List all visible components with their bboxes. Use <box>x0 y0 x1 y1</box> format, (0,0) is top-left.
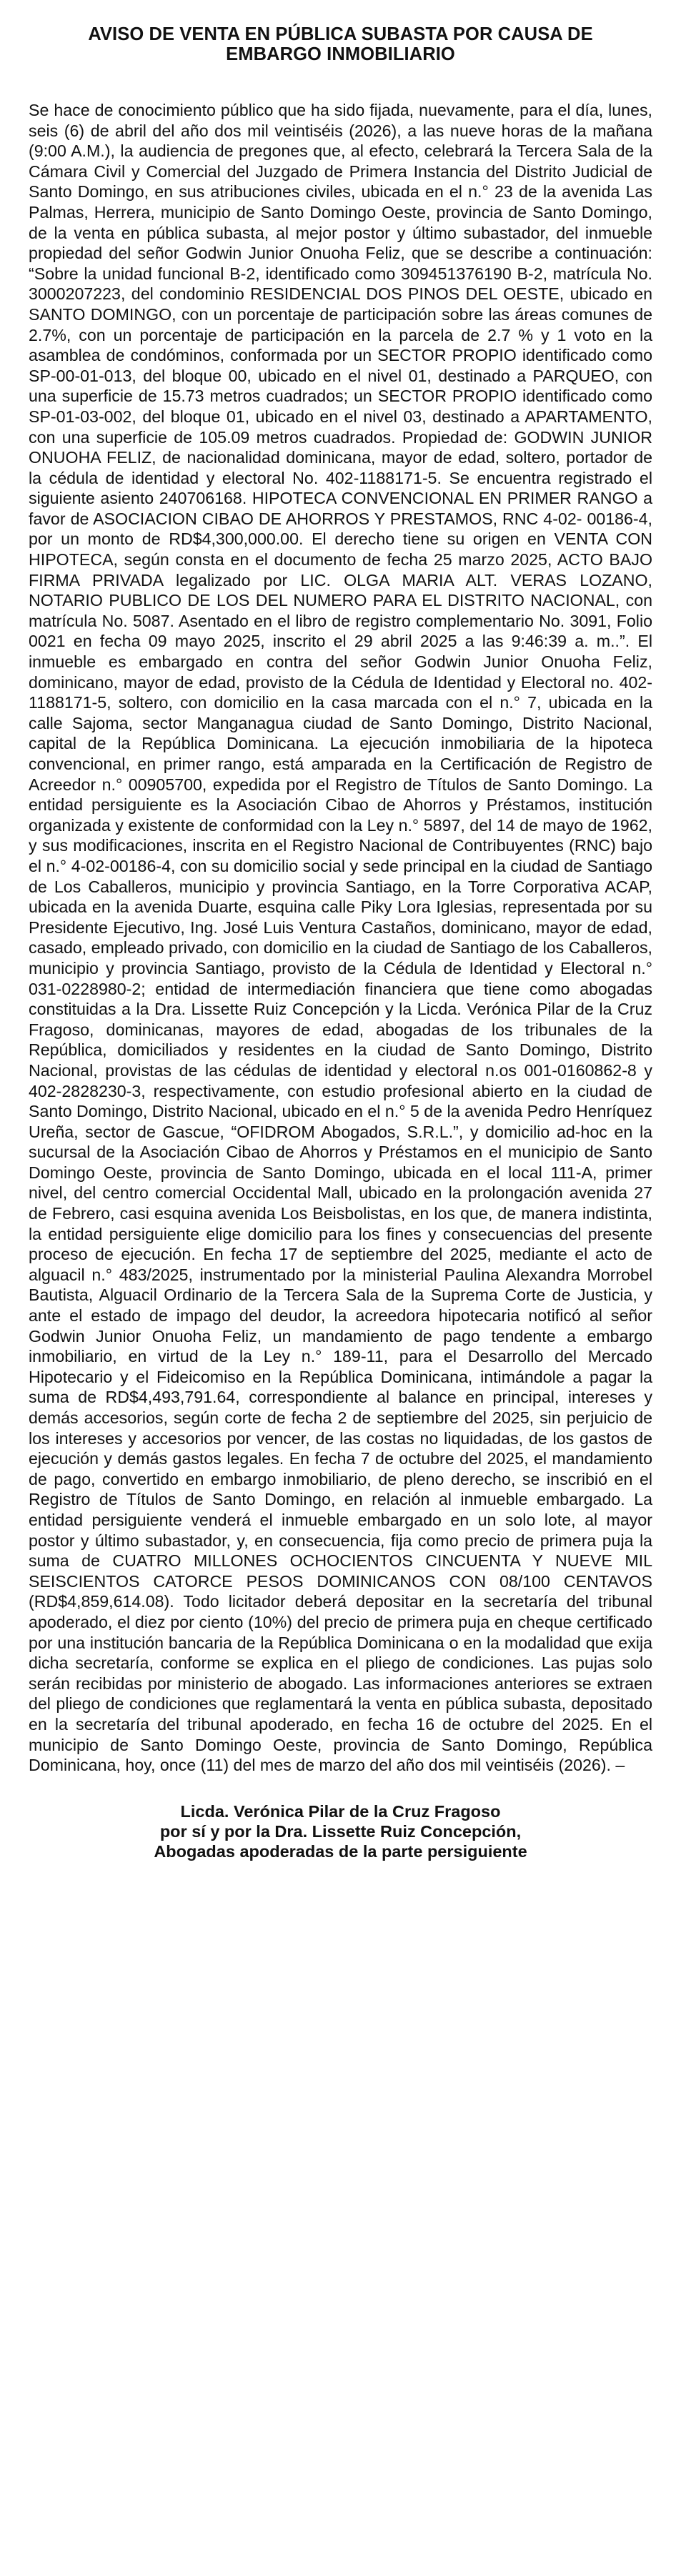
signature-line-1: Licda. Verónica Pilar de la Cruz Fragoso <box>180 1801 501 1821</box>
signature-line-3: Abogadas apoderadas de la parte persiguiente <box>154 1841 527 1861</box>
signature-block <box>29 1801 652 1861</box>
notice-title-line-2: EMBARGO INMOBILIARIO <box>226 44 455 64</box>
notice-title-line-1: AVISO DE VENTA EN PÚBLICA SUBASTA POR CAUSA DE <box>88 24 593 44</box>
notice-body: Se hace de conocimiento público que ha sido fijada, nuevamente, para el día, lunes, seis (6) de abril del año dos mil veintiséis (2026), a las nueve horas de la mañana (9:00 A.M.), la audiencia de pregones que, al efecto, celebrará la Tercera Sala de la Cámara Civil y Comercial del Juzgado de Primera Instancia del Distrito Judicial de Santo Domingo, en sus atribuciones civiles, ubicada en el n.° 23 de la avenida Las Palmas, Herrera, municipio de Santo Domingo Oeste, provincia de Santo Domingo, de la venta en pública subasta, al mejor postor y último subastador, del inmueble propiedad del señor Godwin Junior Onuoha Feliz, que se describe a continuación: “Sobre la unidad funcional B-2, identificado como 309451376190 B-2, matrícula No. 3000207223, del condominio RESIDENCIAL DOS PINOS DEL OESTE, ubicado en SANTO DOMINGO, con un porcentaje de participación sobre las áreas comunes de 2.7%, con un porcentaje de participación en la parcela de 2.7 % y 1 voto en la asamblea de condóminos, conformada por un SECTOR PROPIO identificado como SP-00-01-013, del bloque 00, ubicado en el nivel 01, destinado a PARQUEO, con una superficie de 15.73 metros cuadrados; un SECTOR PROPIO identificado como SP-01-03-002, del bloque 01, ubicado en el nivel 03, destinado a APARTAMENTO, con una superficie de 105.09 metros cuadrados. Propiedad de: GODWIN JUNIOR ONUOHA FELIZ, de nacionalidad dominicana, mayor de edad, soltero, portador de la cédula de identidad y electoral No. 402-1188171-5. Se encuentra registrado el siguiente asiento 240706168. HIPOTECA CONVENCIONAL EN PRIMER RANGO a favor de ASOCIACION CIBAO DE AHORROS Y PRESTAMOS, RNC 4-02- 00186-4, por un monto de RD$4,300,000.00. El derecho tiene su origen en VENTA CON HIPOTECA, según consta en el documento de fecha 25 marzo 2025, ACTO BAJO FIRMA PRIVADA legalizado por LIC. OLGA MARIA ALT. VERAS LOZANO, NOTARIO PUBLICO DE LOS DEL NUMERO PARA EL DISTRITO NACIONAL, con matrícula No. 5087. Asentado en el libro de registro complementario No. 3091, Folio 0021 en fecha 09 mayo 2025, inscrito el 29 abril 2025 a las 9:46:39 a. m..”. El inmueble es embargado en contra del señor Godwin Junior Onuoha Feliz, dominicano, mayor de edad, provisto de la Cédula de Identidad y Electoral no. 402-1188171-5, soltero, con domicilio en la casa marcada con el n.° 7, ubicada en la calle Sajoma, sector Manganagua ciudad de Santo Domingo, Distrito Nacional, capital de la República Dominicana. La ejecución inmobiliaria de la hipoteca convencional, en primer rango, está amparada en la Certificación de Registro de Acreedor n.° 00905700, expedida por el Registro de Títulos de Santo Domingo. La entidad persiguiente es la Asociación Cibao de Ahorros y Préstamos, institución organizada y existente de conformidad con la Ley n.° 5897, del 14 de mayo de 1962, y sus modificaciones, inscrita en el Registro Nacional de Contribuyentes (RNC) bajo el n.° 4-02-00186-4, con su domicilio social y sede principal en la ciudad de Santiago de Los Caballeros, municipio y provincia Santiago, en la Torre Corporativa ACAP, ubicada en la avenida Duarte, esquina calle Piky Lora Iglesias, representada por su Presidente Ejecutivo, Ing. José Luis Ventura Castaños, dominicano, mayor de edad, casado, empleado privado, con domicilio en la ciudad de Santiago de los Caballeros, municipio y provincia Santiago, provisto de la Cédula de Identidad y Electoral n.° 031-0228980-2; entidad de intermediación financiera que tiene como abogadas constituidas a la Dra. Lissette Ruiz Concepción y la Licda. Verónica Pilar de la Cruz Fragoso, dominicanas, mayores de edad, abogadas de los tribunales de la República, domiciliados y residentes en la ciudad de Santo Domingo, Distrito Nacional, provistas de las cédulas de identidad y electoral n.os 001-0160862-8 y 402-2828230-3, respectivamente, con estudio profesional abierto en la ciudad de Santo Domingo, Distrito Nacional, ubicado en el n.° 5 de la avenida Pedro Henríquez Ureña, sector de Gascue, “OFIDROM Abogados, S.R.L.”, y domicilio ad-hoc en la sucursal de la Asociación Cibao de Ahorros y Préstamos en el municipio de Santo Domingo Oeste, provincia de Santo Domingo, ubicada en el local 111-A, primer nivel, del centro comercial Occidental Mall, ubicado en la prolongación avenida 27 de Febrero, casi esquina avenida Los Beisbolistas, en los que, de manera indistinta, la entidad persiguiente elige domicilio para los fines y consecuencias del presente proceso de ejecución. En fecha 17 de septiembre del 2025, mediante el acto de alguacil n.° 483/2025, instrumentado por la ministerial Paulina Alexandra Morrobel Bautista, Alguacil Ordinario de la Tercera Sala de la Suprema Corte de Justicia, y ante el estado de impago del deudor, la acreedora hipotecaria notificó al señor Godwin Junior Onuoha Feliz, un mandamiento de pago tendente a embargo inmobiliario, en virtud de la Ley n.° 189-11, para el Desarrollo del Mercado Hipotecario y el Fideicomiso en la República Dominicana, intimándole a pagar la suma de RD$4,493,791.64, correspondiente al balance en principal, intereses y demás accesorios, según corte de fecha 2 de septiembre del 2025, sin perjuicio de los intereses y accesorios por vencer, de las costas no liquidadas, de los gastos de ejecución y demás gastos legales. En fecha 7 de octubre del 2025, el mandamiento de pago, convertido en embargo inmobiliario, de pleno derecho, se inscribió en el Registro de Títulos de Santo Domingo, en relación al inmueble embargado. La entidad persiguiente venderá el inmueble embargado en un solo lote, al mayor postor y último subastador, y, en consecuencia, fija como precio de primera puja la suma de CUATRO MILLONES OCHOCIENTOS CINCUENTA Y NUEVE MIL SEISCIENTOS CATORCE PESOS DOMINICANOS CON 08/100 CENTAVOS (RD$4,859,614.08). Todo licitador deberá depositar en la secretaría del tribunal apoderado, el diez por ciento (10%) del precio de primera puja en cheque certificado por una institución bancaria de la República Dominicana o en la modalidad que exija dicha secretaría, conforme se explica en el pliego de condiciones. Las pujas solo serán recibidas por ministerio de abogado. Las informaciones anteriores se extraen del pliego de condiciones que reglamentará la venta en pública subasta, depositado en la secretaría del tribunal apoderado, en fecha 16 de octubre del 2025. En el municipio de Santo Domingo Oeste, provincia de Santo Domingo, República Dominicana, hoy, once (11) del mes de marzo del año dos mil veintiséis (2026). – <box>29 101 652 1775</box>
notice-title <box>29 24 652 64</box>
signature-line-2: por sí y por la Dra. Lissette Ruiz Concepción, <box>159 1821 522 1841</box>
